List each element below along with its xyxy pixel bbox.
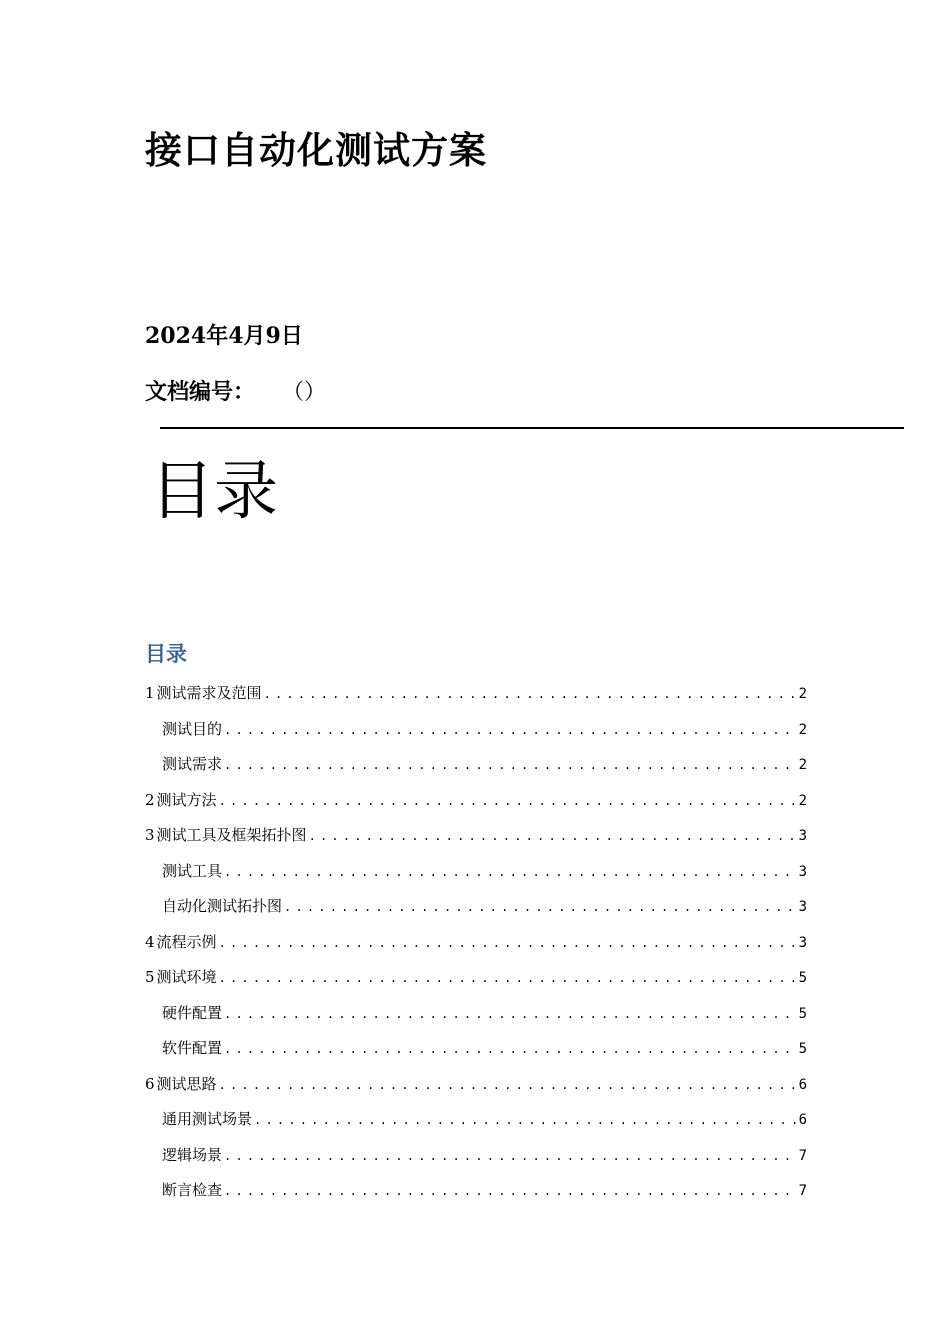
toc-entry-text: 测试环境 — [156, 968, 217, 986]
toc-entry[interactable] — [145, 932, 807, 968]
toc-big-title: 目录 — [150, 455, 278, 529]
toc-entry-text: 流程示例 — [156, 932, 217, 951]
toc-entry-text: 软件配置 — [162, 1039, 223, 1057]
toc-entry-text: 硬件配置 — [162, 1003, 223, 1022]
document-number-label: 文档编号： — [145, 379, 256, 405]
toc-entry-label — [145, 683, 262, 703]
toc-entry-text: 测试工具及框架拓扑图 — [156, 826, 307, 844]
toc-entry-number: 2 — [145, 790, 155, 809]
toc-entry-text: 测试方法 — [156, 790, 217, 809]
toc-entry-text: 测试需求 — [162, 755, 223, 773]
toc-entry[interactable] — [145, 1074, 807, 1110]
toc-entry-label — [162, 1109, 252, 1129]
toc-dot-leader — [219, 791, 797, 811]
toc-entry-page: 3 — [798, 934, 807, 951]
toc-dot-leader — [224, 755, 797, 775]
toc-entry-page: 6 — [798, 1076, 807, 1093]
toc-entry-page: 5 — [798, 970, 807, 986]
toc-dot-leader — [224, 1146, 797, 1166]
toc-entry[interactable] — [145, 896, 807, 932]
toc-entry[interactable] — [145, 1003, 807, 1039]
toc-entry-text: 测试目的 — [162, 719, 223, 738]
toc-entry-page: 7 — [798, 1183, 807, 1199]
toc-entry-number: 1 — [145, 684, 155, 702]
toc-entry-label — [162, 1145, 222, 1165]
toc-heading: 目录 — [145, 641, 187, 666]
toc-dot-leader — [264, 684, 797, 704]
toc-dot-leader — [224, 1181, 797, 1201]
toc-entry-label — [145, 1074, 217, 1094]
toc-entry-page: 2 — [798, 721, 807, 738]
toc-entry-label — [162, 1038, 222, 1058]
toc-entry[interactable] — [145, 1180, 807, 1216]
toc-entry-text: 断言检查 — [162, 1181, 223, 1199]
toc-entry-label — [145, 967, 217, 987]
toc-entry-page: 3 — [798, 863, 807, 880]
toc-entry[interactable] — [145, 1145, 807, 1181]
document-date: 2024年4月9日 — [145, 323, 303, 349]
document-title: 接口自动化测试方案 — [145, 128, 487, 172]
toc-entry-label — [145, 790, 217, 810]
toc-entry[interactable] — [145, 1109, 807, 1145]
toc-entry-text: 测试思路 — [156, 1074, 217, 1093]
toc-dot-leader — [309, 826, 797, 846]
toc-entry-label — [162, 1180, 222, 1200]
toc-dot-leader — [224, 1004, 797, 1024]
toc-dot-leader — [224, 720, 797, 740]
toc-entry-label — [162, 861, 222, 881]
toc-entry[interactable] — [145, 683, 807, 719]
document-number — [145, 378, 326, 407]
toc-entry-page: 5 — [798, 1005, 807, 1022]
toc-entry[interactable] — [145, 719, 807, 755]
toc-list — [145, 683, 807, 1216]
toc-dot-leader — [219, 1075, 797, 1095]
toc-entry-label — [162, 719, 222, 739]
toc-dot-leader — [224, 1039, 797, 1059]
toc-dot-leader — [219, 933, 797, 953]
toc-entry-label — [162, 896, 282, 916]
toc-entry-page: 2 — [798, 686, 807, 702]
toc-entry-text: 通用测试场景 — [162, 1110, 253, 1128]
toc-entry[interactable] — [145, 861, 807, 897]
toc-entry-page: 2 — [798, 792, 807, 809]
toc-entry-number: 6 — [145, 1074, 155, 1093]
toc-entry[interactable] — [145, 967, 807, 1003]
toc-dot-leader — [254, 1110, 797, 1130]
toc-entry-text: 自动化测试拓扑图 — [162, 897, 283, 915]
toc-entry-label — [145, 825, 307, 845]
toc-entry-page: 3 — [798, 828, 807, 844]
horizontal-divider — [160, 427, 904, 429]
toc-entry-number: 4 — [145, 932, 155, 951]
toc-entry[interactable] — [145, 825, 807, 861]
toc-entry-text: 测试工具 — [162, 861, 223, 880]
document-number-value: （） — [293, 380, 327, 405]
toc-entry-page: 5 — [798, 1041, 807, 1057]
toc-dot-leader — [224, 862, 797, 882]
toc-dot-leader — [219, 968, 797, 988]
toc-entry[interactable] — [145, 790, 807, 826]
toc-entry-text: 逻辑场景 — [162, 1145, 223, 1164]
toc-entry-page: 3 — [798, 899, 807, 915]
toc-entry-number: 5 — [145, 968, 155, 986]
toc-entry-label — [145, 932, 217, 952]
toc-entry-label — [162, 1003, 222, 1023]
toc-entry[interactable] — [145, 1038, 807, 1074]
toc-entry-text: 测试需求及范围 — [156, 684, 262, 702]
toc-entry-page: 7 — [798, 1147, 807, 1164]
toc-entry-number: 3 — [145, 826, 155, 844]
toc-entry[interactable] — [145, 754, 807, 790]
toc-entry-page: 6 — [798, 1112, 807, 1128]
toc-entry-label — [162, 754, 222, 774]
toc-entry-page: 2 — [798, 757, 807, 773]
toc-dot-leader — [284, 897, 797, 917]
